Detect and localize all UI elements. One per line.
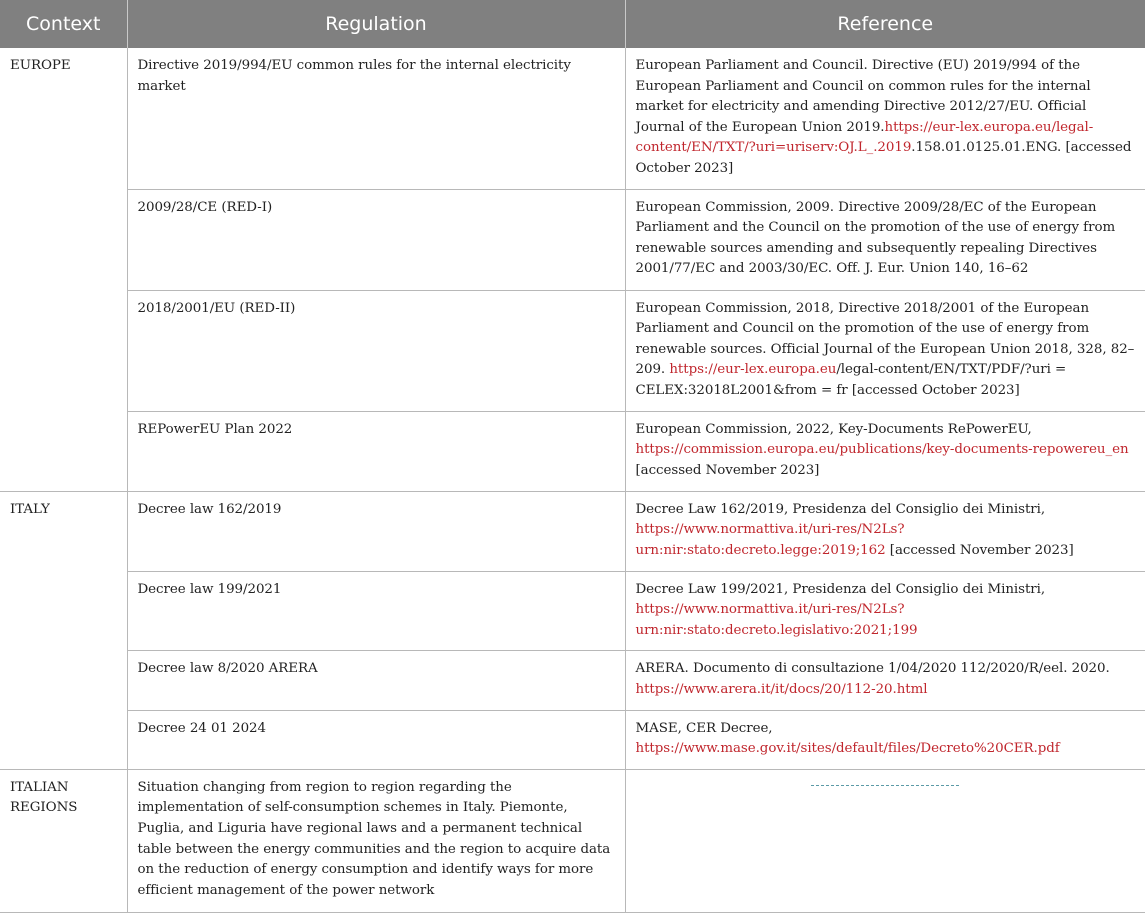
reference-cell (625, 491, 1145, 571)
reference-text: ARERA. Documento di consultazione 1/04/2020 112/2020/R/eel. 2020. (635, 661, 1110, 677)
regulation-cell: 2018/2001/EU (RED-II) (127, 290, 625, 411)
table-row (0, 290, 1145, 411)
reference-cell (625, 290, 1145, 411)
reference-tail: /legal-content/EN/TXT/PDF/?uri = CELEX:32018L2001&from = fr [accessed October 2023] (635, 362, 1067, 398)
reference-tail: .158.01.0125.01.ENG. [accessed October 2023] (635, 140, 1132, 176)
regulation-cell: Decree law 162/2019 (127, 491, 625, 571)
header-row (0, 0, 1145, 48)
context-cell: ITALY (0, 491, 127, 769)
reference-text: European Commission, 2018, Directive 2018/2001 of the European Parliament and Council on the promotion of the use of energy from renewable sources. Official Journal of the European Union 2018, 328, 82–209. (635, 300, 1135, 378)
header-context: Context (0, 0, 127, 48)
table-row (0, 710, 1145, 769)
reference-text: European Commission, 2009. Directive 2009/28/EC of the European Parliament and the Council on the promotion of the use of energy from renewable sources amending and subsequently repealing Directives 2001/77/EC and 2003/30/EC. Off. J. Eur. Union 140, 16–62 (635, 199, 1116, 277)
reference-text: European Parliament and Council. Directive (EU) 2019/994 of the European Parliament and Council on common rules for the internal market for electricity and amending Directive 2012/27/EU. Official Journal of the European Union 2019. (635, 58, 1091, 135)
table-row (0, 571, 1145, 651)
reference-link[interactable]: https://www.normattiva.it/uri-res/N2Ls?urn:nir:stato:decreto.legge:2019;162 (635, 522, 905, 558)
regulation-cell: 2009/28/CE (RED-I) (127, 189, 625, 290)
reference-cell (625, 651, 1145, 710)
reference-link[interactable]: https://eur-lex.europa.eu (669, 362, 837, 378)
table-row (0, 491, 1145, 571)
reference-tail: [accessed November 2023] (635, 462, 820, 478)
reference-cell (625, 710, 1145, 769)
reference-cell (625, 769, 1145, 912)
reference-text: MASE, CER Decree, (635, 720, 773, 736)
reference-link[interactable]: https://commission.europa.eu/publications/key-documents-repowereu_en (635, 442, 1129, 458)
context-cell: EUROPE (0, 48, 127, 491)
reference-cell (625, 411, 1145, 491)
reference-link[interactable]: https://eur-lex.europa.eu/legal-content/EN/TXT/?uri=uriserv:OJ.L_.2019 (635, 119, 1094, 156)
header-regulation: Regulation (127, 0, 625, 48)
table-row (0, 189, 1145, 290)
regulation-cell: Directive 2019/994/EU common rules for the internal electricity market (127, 48, 625, 189)
reference-link[interactable]: https://www.arera.it/it/docs/20/112-20.html (635, 681, 928, 697)
regulation-cell: REPowerEU Plan 2022 (127, 411, 625, 491)
reference-text: European Commission, 2022, Key-Documents RePowerEU, (635, 421, 1032, 437)
reference-cell (625, 48, 1145, 189)
reference-tail: [accessed November 2023] (885, 542, 1074, 558)
table-row (0, 48, 1145, 189)
table-row (0, 769, 1145, 912)
reference-cell (625, 571, 1145, 651)
header-reference: Reference (625, 0, 1145, 48)
reference-cell (625, 189, 1145, 290)
regulation-cell: Situation changing from region to region regarding the implementation of self-consumption schemes in Italy. Piemonte, Puglia, and Liguria have regional laws and a permanent technical table between the energy communities and the region to acquire data on the reduction of energy consumption and identify ways for more efficient management of the power network (127, 769, 625, 912)
empty-reference-dash (811, 785, 959, 786)
regulation-cell: Decree law 199/2021 (127, 571, 625, 651)
reference-text: Decree Law 199/2021, Presidenza del Consiglio dei Ministri, (635, 581, 1046, 597)
regulation-cell: Decree 24 01 2024 (127, 710, 625, 769)
regulation-cell: Decree law 8/2020 ARERA (127, 651, 625, 710)
context-cell: ITALIAN REGIONS (0, 769, 127, 912)
reference-link[interactable]: https://www.normattiva.it/uri-res/N2Ls?urn:nir:stato:decreto.legislativo:2021;199 (635, 602, 918, 638)
reference-link[interactable]: https://www.mase.gov.it/sites/default/files/Decreto%20CER.pdf (635, 741, 1060, 757)
table-row (0, 411, 1145, 491)
reference-text: Decree Law 162/2019, Presidenza del Consiglio dei Ministri, (635, 501, 1046, 517)
table-row (0, 651, 1145, 710)
